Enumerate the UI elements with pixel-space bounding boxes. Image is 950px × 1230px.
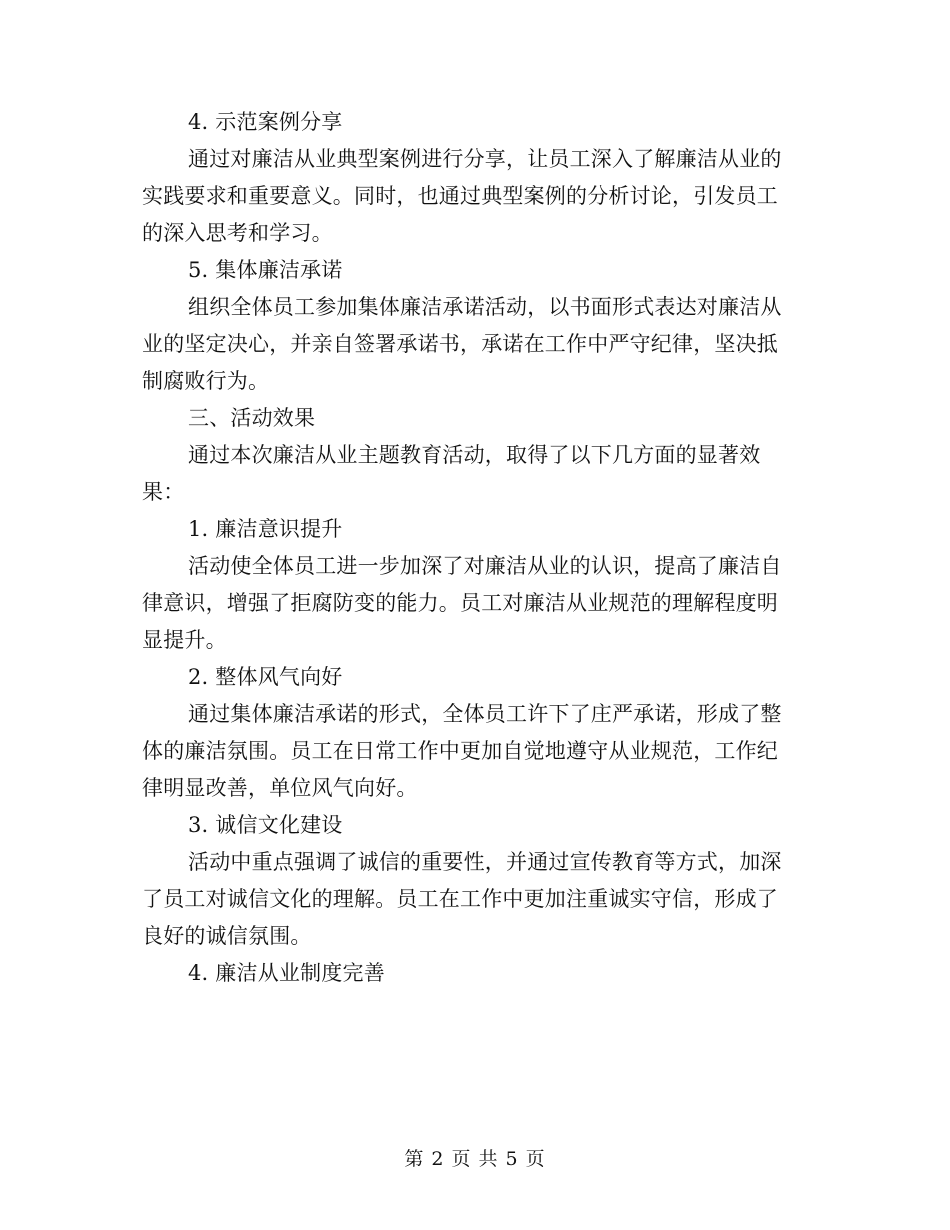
paragraph-line: 良好的诚信氛围。 [142, 924, 312, 948]
page-number-footer: 第 2 页 共 5 页 [404, 1148, 546, 1170]
section-heading-5-collective-pledge: 5. 集体廉洁承诺 [188, 258, 343, 282]
paragraph-line: 活动使全体员工进一步加深了对廉洁从业的认识，提高了廉洁自 [188, 554, 782, 578]
paragraph-line: 实践要求和重要意义。同时，也通过典型案例的分析讨论，引发员工 [142, 184, 778, 208]
paragraph-line: 律意识，增强了拒腐防变的能力。员工对廉洁从业规范的理解程度明 [142, 591, 778, 615]
paragraph-line: 的深入思考和学习。 [142, 221, 333, 245]
document-body [142, 104, 808, 992]
paragraph-line: 活动中重点强调了诚信的重要性，并通过宣传教育等方式，加深 [188, 850, 782, 874]
paragraph-line: 组织全体员工参加集体廉洁承诺活动，以书面形式表达对廉洁从 [188, 295, 782, 319]
paragraph-line: 制腐败行为。 [142, 369, 270, 393]
section-heading-3-integrity-culture: 3. 诚信文化建设 [188, 813, 343, 837]
paragraph-line: 体的廉洁氛围。员工在日常工作中更加自觉地遵守从业规范，工作纪 [142, 739, 778, 763]
paragraph-line: 了员工对诚信文化的理解。员工在工作中更加注重诚实守信，形成了 [142, 887, 778, 911]
section-heading-4-system-improvement: 4. 廉洁从业制度完善 [188, 961, 385, 985]
paragraph-line: 通过对廉洁从业典型案例进行分享，让员工深入了解廉洁从业的 [188, 147, 782, 171]
paragraph-line: 通过集体廉洁承诺的形式，全体员工许下了庄严承诺，形成了整 [188, 702, 782, 726]
section-heading-activity-effect: 三、活动效果 [188, 406, 316, 430]
paragraph-line: 律明显改善，单位风气向好。 [142, 776, 418, 800]
paragraph-line: 业的坚定决心，并亲自签署承诺书，承诺在工作中严守纪律，坚决抵 [142, 332, 778, 356]
paragraph-line: 果： [142, 480, 185, 504]
section-heading-1-awareness: 1. 廉洁意识提升 [188, 517, 343, 541]
paragraph-line: 通过本次廉洁从业主题教育活动，取得了以下几方面的显著效 [188, 443, 761, 467]
section-heading-4-case-sharing: 4. 示范案例分享 [188, 110, 343, 134]
paragraph-line: 显提升。 [142, 628, 227, 652]
section-heading-2-atmosphere: 2. 整体风气向好 [188, 665, 343, 689]
